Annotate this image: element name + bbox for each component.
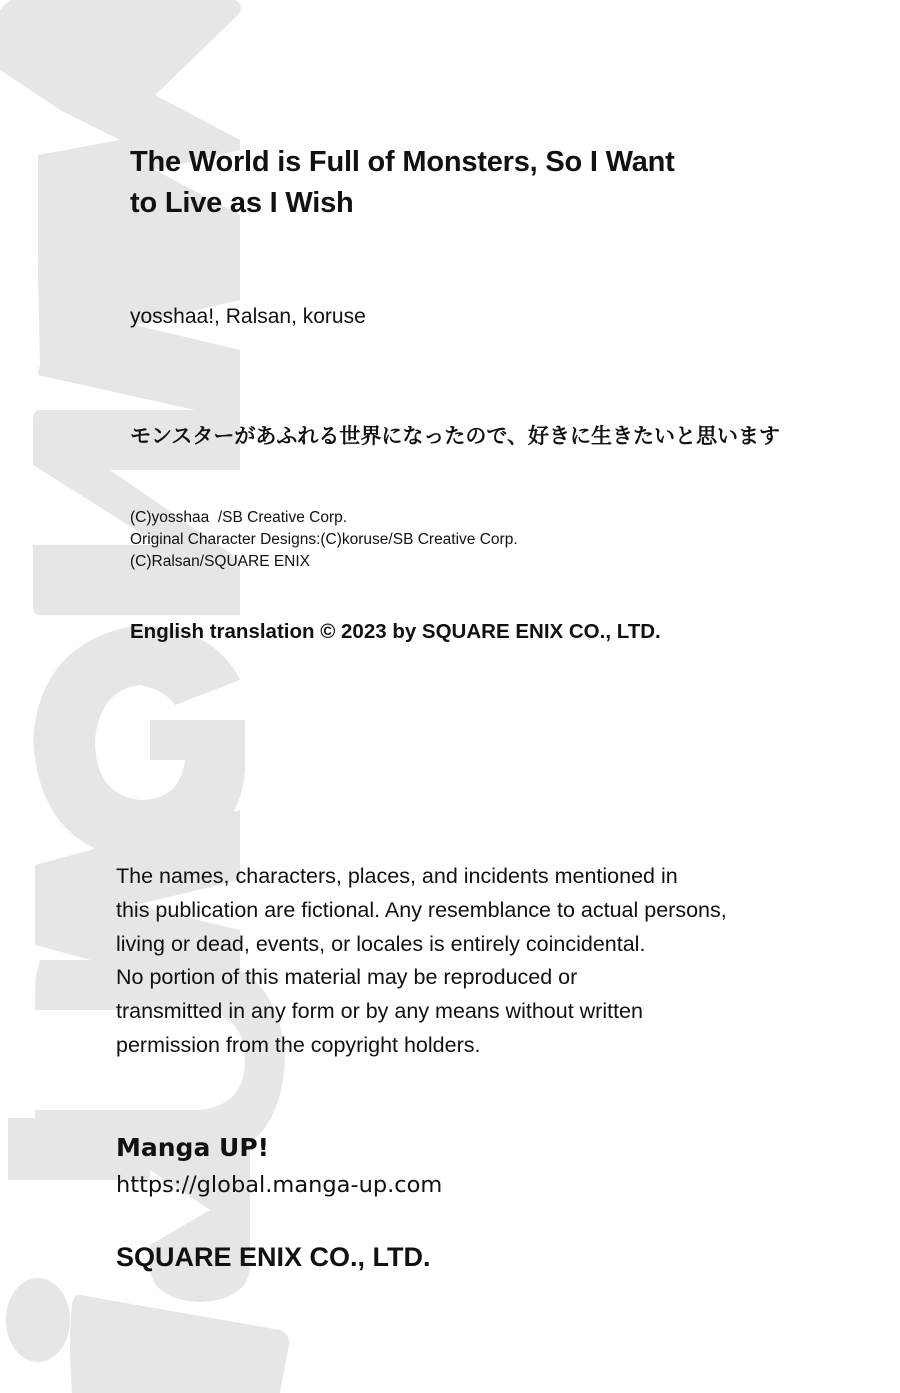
disclaimer-line: The names, characters, places, and incidents mentioned in: [116, 864, 678, 888]
legal-disclaimer: [116, 860, 727, 1063]
credit-line: Original Character Designs:(C)koruse/SB Creative Corp.: [130, 531, 518, 548]
authors: yosshaa!, Ralsan, koruse: [130, 305, 366, 328]
disclaimer-line: transmitted in any form or by any means without written: [116, 999, 643, 1024]
copyright-credits: [130, 507, 518, 573]
disclaimer-line: this publication are fictional. Any resemblance to actual persons,: [116, 897, 727, 922]
publisher-url-link[interactable]: https://global.manga-up.com: [116, 1172, 443, 1198]
japanese-title: モンスターがあふれる世界になったので、好きに生きたいと思います: [130, 424, 780, 448]
disclaimer-line: living or dead, events, or locales is entirely coincidental.: [116, 931, 646, 956]
translation-notice: English translation © 2023 by SQUARE ENIX CO., LTD.: [130, 620, 661, 643]
book-title-line-2: to Live as I Wish: [130, 187, 354, 219]
company-name: SQUARE ENIX CO., LTD.: [116, 1242, 431, 1272]
disclaimer-line: permission from the copyright holders.: [116, 1032, 481, 1057]
credit-line: (C)yosshaa /SB Creative Corp.: [130, 509, 348, 526]
book-title-line-1: The World is Full of Monsters, So I Want: [130, 146, 675, 178]
credit-line: (C)Ralsan/SQUARE ENIX: [130, 553, 311, 570]
book-title: [130, 142, 770, 224]
publisher-name: Manga UP!: [116, 1133, 270, 1162]
disclaimer-line: No portion of this material may be reproduced or: [116, 965, 578, 990]
